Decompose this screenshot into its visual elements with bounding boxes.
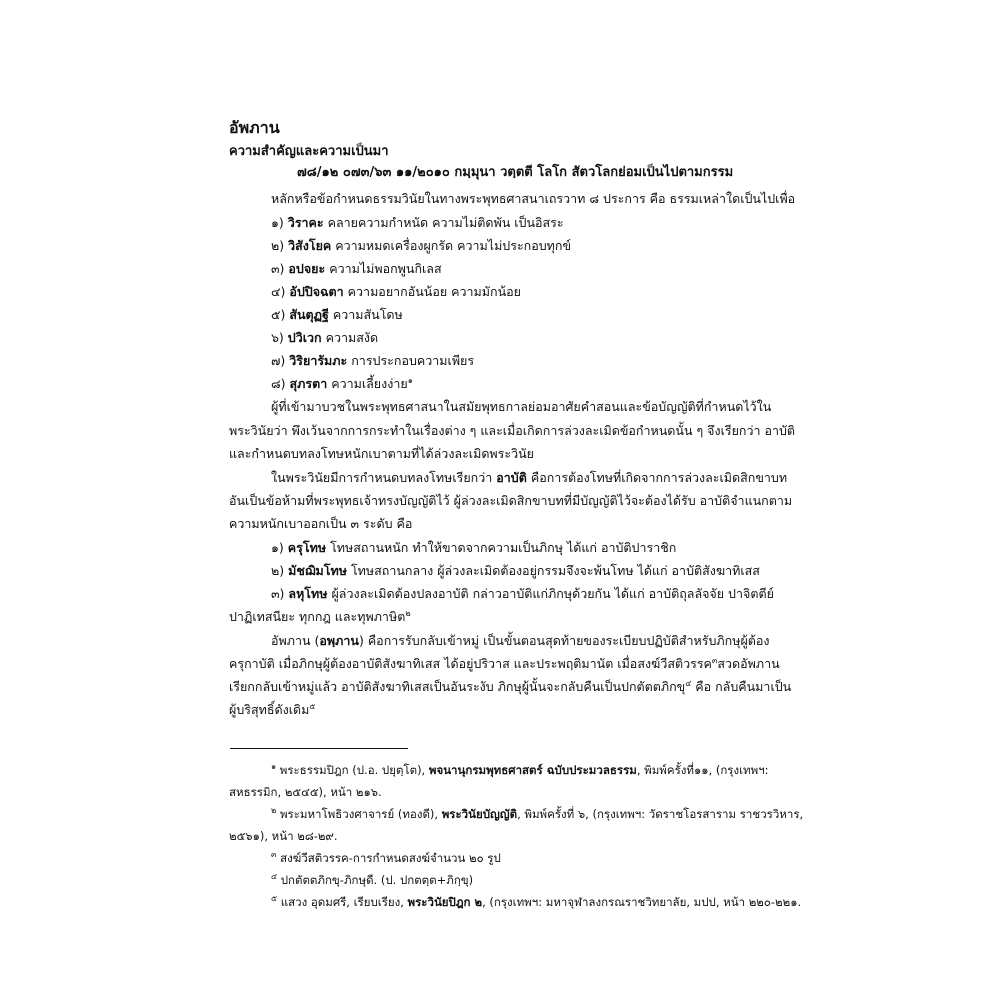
item-number: ๗) bbox=[271, 353, 286, 368]
principle-item bbox=[271, 332, 378, 345]
item-number: ๓) bbox=[271, 586, 285, 601]
item-number: ๒) bbox=[271, 563, 285, 578]
principle-item bbox=[271, 375, 413, 391]
footnote-mark: ๕ bbox=[271, 894, 278, 904]
footnote-text: สงฆ์วีสติวรรค-การกำหนดสงฆ์จำนวน ๒๐ รูป bbox=[280, 851, 501, 865]
item-desc: ความอยากอันน้อย ความมักน้อย bbox=[347, 284, 521, 299]
paragraph-text: ครุกาบัติ เมื่อภิกษุผู้ต้องอาบัติสังฆาทิเสส ได้อยู่ปริวาส และประพฤติมานัต เมื่อสงฆ์วีสติวรรค bbox=[229, 656, 712, 671]
page-title: อัพภาน bbox=[229, 118, 280, 137]
footnote-mark: ๔ bbox=[271, 872, 278, 882]
footnote-mark: ๑ bbox=[271, 762, 277, 772]
principle-item bbox=[271, 217, 564, 230]
paragraph-text: เรียกกลับเข้าหมู่แล้ว อาบัติสังฆาทิเสสเป็นอันระงับ ภิกษุผู้นั้นจะกลับคืนเป็นปกตัตตภิกขุ bbox=[229, 679, 686, 694]
principle-item bbox=[271, 309, 403, 322]
item-term: อปจยะ bbox=[288, 261, 326, 276]
item-term: วิริยารัมภะ bbox=[289, 353, 348, 368]
footnote-title: พระวินัยบัญญัติ bbox=[441, 807, 518, 821]
item-term: สันตุฏฐี bbox=[289, 307, 329, 322]
paragraph-line bbox=[229, 701, 316, 717]
item-term: ลหุโทษ bbox=[288, 586, 328, 601]
footnote-text: พระมหาโพธิวงศาจารย์ (ทองดี), bbox=[279, 807, 442, 821]
paragraph-line: ความหนักเบาออกเป็น ๓ ระดับ คือ bbox=[229, 516, 413, 531]
item-desc: ความหมดเครื่องผูกรัด ความไม่ประกอบทุกข์ bbox=[335, 238, 572, 253]
item-desc: ความเลี้ยงง่าย bbox=[331, 376, 408, 391]
level-item bbox=[271, 588, 774, 601]
item-number: ๑) bbox=[271, 215, 284, 230]
footnote-text: , พิมพ์ครั้งที่๑๑, (กรุงเทพฯ: bbox=[636, 763, 769, 777]
item-term: วิราคะ bbox=[287, 215, 324, 230]
item-term: ครุโทษ bbox=[287, 540, 327, 555]
paragraph-line: พระวินัยว่า พึงเว้นจากการกระทำในเรื่องต่าง ๆ และเมื่อเกิดการล่วงละเมิดข้อกำหนดนั้น ๆ จึงเรียกว่า อาบัติ bbox=[229, 423, 796, 438]
paragraph-line: และกำหนดบทลงโทษหนักเบาตามที่ได้ล่วงละเมิดพระวินัย bbox=[229, 446, 534, 461]
footnote-text: , (กรุงเทพฯ: มหาจุฬาลงกรณราชวิทยาลัย, มปป, หน้า ๒๒๐-๒๒๑. bbox=[482, 895, 802, 909]
paragraph-text: ในพระวินัยมีการกำหนดบทลงโทษเรียกว่า bbox=[271, 470, 493, 485]
footnote-ref[interactable]: ๕ bbox=[309, 701, 316, 711]
footnote-text: , พิมพ์ครั้งที่ ๖, (กรุงเทพฯ: วัดราชโอรสาราม ราชวรวิหาร, bbox=[517, 807, 804, 821]
footnote-cont: สหธรรมิก, ๒๕๔๕), หน้า ๒๑๖. bbox=[229, 785, 382, 799]
item-number: ๖) bbox=[271, 330, 284, 345]
paragraph-text: ปาฏิเทสนียะ ทุกกฎ และทุพภาษิต bbox=[229, 609, 406, 624]
paragraph-line bbox=[271, 472, 787, 485]
footnote-ref[interactable]: ๓ bbox=[711, 655, 718, 665]
level-item bbox=[271, 565, 760, 578]
term-abbhana: อพฺภาน bbox=[319, 633, 359, 648]
item-term: มัชฌิมโทษ bbox=[288, 563, 347, 578]
item-desc: โทษสถานหนัก ทำให้ขาดจากความเป็นภิกษุ ได้แก่ อาบัติปาราชิก bbox=[330, 540, 677, 555]
footnote-mark: ๓ bbox=[271, 850, 277, 860]
footnote bbox=[271, 806, 804, 821]
level-item bbox=[271, 542, 676, 555]
item-desc: ความไม่พอกพูนกิเลส bbox=[329, 261, 442, 276]
paragraph-line bbox=[229, 655, 780, 671]
section-subtitle: ความสำคัญและความเป็นมา bbox=[229, 144, 389, 159]
item-term: วิสังโยค bbox=[288, 238, 332, 253]
item-number: ๑) bbox=[271, 540, 284, 555]
item-term: สุภรตา bbox=[289, 376, 328, 391]
pali-quote: ๗๘/๑๒ ๐๗๓/๖๓ ๑๑/๒๐๑๐ กมฺมุนา วตฺตตี โลโก สัตวโลกย่อมเป็นไปตามกรรม bbox=[297, 165, 734, 180]
paragraph-text: สวดอัพภาน bbox=[717, 656, 780, 671]
item-desc: โทษสถานกลาง ผู้ล่วงละเมิดต้องอยู่กรรมจึงจะพ้นโทษ ได้แก่ อาบัติสังฆาทิเสส bbox=[350, 563, 760, 578]
paragraph-text: คือการต้องโทษที่เกิดจากการล่วงละเมิดสิกขาบท bbox=[530, 470, 788, 485]
footnote-title: พระวินัยปิฎก ๒ bbox=[407, 895, 483, 909]
item-desc: ความสงัด bbox=[325, 330, 379, 345]
footnote-title: พจนานุกรมพุทธศาสตร์ ฉบับประมวลธรรม bbox=[428, 763, 637, 777]
footnote bbox=[271, 894, 802, 909]
principle-item bbox=[271, 263, 442, 276]
footnote-ref[interactable]: ๑ bbox=[407, 375, 413, 385]
footnote-ref[interactable]: ๒ bbox=[405, 608, 411, 618]
item-desc: คลายความกำหนัด ความไม่ติดพัน เป็นอิสระ bbox=[327, 215, 564, 230]
footnote-text: ปกตัตตภิกขุ-ภิกษุดี. (ป. ปกตตฺต+ภิกฺขุ) bbox=[280, 873, 474, 887]
paragraph-text: ) คือการรับกลับเข้าหมู่ เป็นขั้นตอนสุดท้ายของระเบียบปฏิบัติสำหรับภิกษุผู้ต้อง bbox=[358, 633, 770, 648]
footnote-cont: ๒๕๖๑), หน้า ๒๘-๒๙. bbox=[229, 829, 338, 843]
item-number: ๓) bbox=[271, 261, 285, 276]
footnote-text: พระธรรมปิฎก (ป.อ. ปยุตฺโต), bbox=[279, 763, 429, 777]
paragraph-text: อัพภาน ( bbox=[271, 633, 320, 648]
term-apatti: อาบัติ bbox=[496, 470, 527, 485]
paragraph-line bbox=[229, 608, 411, 624]
paragraph-text: คือ กลับคืนมาเป็น bbox=[691, 679, 792, 694]
footnote-ref[interactable]: ๔ bbox=[685, 678, 692, 688]
footnote bbox=[271, 762, 769, 777]
paragraph-line: ผู้ที่เข้ามาบวชในพระพุทธศาสนาในสมัยพุทธกาลย่อมอาศัยคำสอนและข้อบัญญัติที่กำหนดไว้ใน bbox=[271, 399, 772, 414]
paragraph-line bbox=[229, 678, 792, 694]
item-number: ๘) bbox=[271, 376, 286, 391]
principle-item bbox=[271, 286, 521, 299]
footnote bbox=[271, 850, 501, 865]
item-desc: ความสันโดษ bbox=[332, 307, 403, 322]
item-number: ๒) bbox=[271, 238, 285, 253]
item-term: ปวิเวก bbox=[287, 330, 322, 345]
footnote-divider bbox=[230, 748, 408, 749]
footnote-mark: ๒ bbox=[271, 806, 277, 816]
item-term: อัปปิจฉตา bbox=[289, 284, 344, 299]
footnote bbox=[271, 872, 474, 887]
principle-item bbox=[271, 240, 571, 253]
intro-text: หลักหรือข้อกำหนดธรรมวินัยในทางพระพุทธศาสนาเถรวาท ๘ ประการ คือ ธรรมเหล่าใดเป็นไปเพื่อ bbox=[271, 191, 796, 206]
item-desc: ผู้ล่วงละเมิดต้องปลงอาบัติ กล่าวอาบัติแก่ภิกษุด้วยกัน ได้แก่ อาบัติถุลลัจจัย ปาจิตตีย์ bbox=[331, 586, 774, 601]
item-number: ๔) bbox=[271, 284, 286, 299]
principle-item bbox=[271, 355, 474, 368]
paragraph-line: อันเป็นข้อห้ามที่พระพุทธเจ้าทรงบัญญัติไว้ ผู้ล่วงละเมิดสิกขาบทที่มีบัญญัติไว้จะต้องได้รับ อาบัติจำแนกตาม bbox=[229, 493, 793, 508]
item-number: ๕) bbox=[271, 307, 286, 322]
paragraph-line bbox=[271, 635, 770, 648]
paragraph-text: ผู้บริสุทธิ์ดังเดิม bbox=[229, 702, 310, 717]
footnote-text: แสวง อุดมศรี, เรียบเรียง, bbox=[280, 895, 408, 909]
item-desc: การประกอบความเพียร bbox=[351, 353, 475, 368]
